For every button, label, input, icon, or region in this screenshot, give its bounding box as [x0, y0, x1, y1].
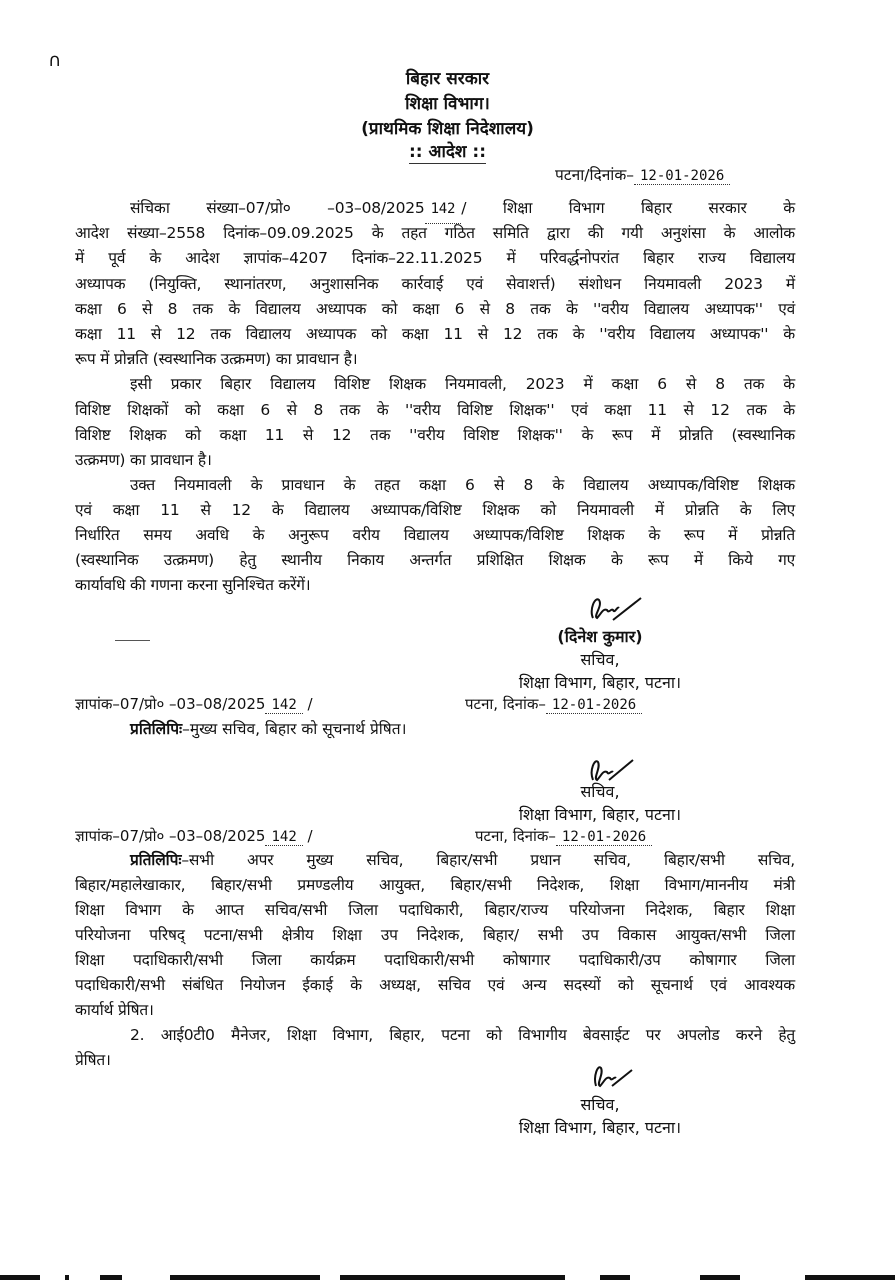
- copy-label: प्रतिलिपिः: [130, 720, 183, 738]
- memo-date-value: 12-01-2026: [546, 697, 642, 714]
- scan-artifact: [170, 1275, 320, 1280]
- para1-line: कक्षा 11 से 12 तक विद्यालय अध्यापक को कक्षा 11 से 12 तक के ''वरीय विद्यालय अध्यापक'' के: [75, 325, 795, 343]
- signatory-designation: सचिव,: [580, 650, 620, 669]
- memo-reference: ज्ञापांक–07/प्रो० –03–08/2025 142 /: [75, 827, 313, 845]
- para2-line: विशिष्ट शिक्षकों को कक्षा 6 से 8 तक के ''वरीय विशिष्ट शिक्षक'' एवं कक्षा 11 से 12 तक के: [75, 401, 795, 419]
- para2-line: इसी प्रकार बिहार विद्यालय विशिष्ट शिक्षक नियमावली, 2023 में कक्षा 6 से 8 तक के: [130, 375, 795, 393]
- memo-date: पटना, दिनांक– 12-01-2026: [475, 826, 652, 846]
- scan-artifact: [600, 1275, 630, 1280]
- date-value: 12-01-2026: [634, 168, 730, 185]
- memo-reference: ज्ञापांक–07/प्रो० –03–08/2025 142 /: [75, 695, 313, 713]
- signatory-office: शिक्षा विभाग, बिहार, पटना।: [518, 673, 682, 692]
- para3-line: (स्वस्थानिक उत्क्रमण) हेतु स्थानीय निकाय अन्तर्गत प्रशिक्षित शिक्षक के रूप में किये गए: [75, 551, 795, 569]
- para2-line: विशिष्ट शिक्षक को कक्षा 11 से 12 तक ''वरीय विशिष्ट शिक्षक'' के रूप में प्रोन्नति (स्वस्थानिक: [75, 426, 795, 444]
- copy-list-line: प्रतिलिपिः–सभी अपर मुख्य सचिव, बिहार/सभी प्रधान सचिव, बिहार/सभी सचिव,: [130, 851, 795, 869]
- order-date: [555, 163, 730, 185]
- para3-line: एवं कक्षा 11 से 12 के विद्यालय अध्यापक/विशिष्ट शिक्षक को नियमावली में प्रोन्नति के लिए: [75, 501, 795, 519]
- para3-line: उक्त नियमावली के प्रावधान के तहत कक्षा 6 से 8 के विद्यालय अध्यापक/विशिष्ट शिक्षक: [130, 476, 795, 494]
- copy-list-line: कार्यार्थ प्रेषित।: [75, 1001, 154, 1019]
- copy-list-line: बिहार/महालेखाकार, बिहार/सभी प्रमण्डलीय आयुक्त, बिहार/सभी निदेशक, शिक्षा विभाग/माननीय मंत्री: [75, 876, 795, 894]
- para3-line: निर्धारित समय अवधि के अनुरूप वरीय विद्यालय अध्यापक/विशिष्ट शिक्षक के रूप में प्रोन्नति: [75, 526, 795, 544]
- signatory-office: शिक्षा विभाग, बिहार, पटना।: [518, 1118, 682, 1137]
- para1-line: में पूर्व के आदेश ज्ञापांक–4207 दिनांक–22.11.2025 में परिवर्द्धनोपरांत बिहार राज्य विद्यालय: [75, 249, 795, 267]
- para1-line: कक्षा 6 से 8 तक के विद्यालय अध्यापक को कक्षा 6 से 8 तक के ''वरीय विद्यालय अध्यापक'' एवं: [75, 300, 795, 318]
- para1-line: अध्यापक (नियुक्ति, स्थानांतरण, अनुशासनिक कार्रवाई एवं सेवाशर्त्त) संशोधन नियमावली 2023 में: [75, 275, 795, 293]
- memo-number: 142: [265, 829, 302, 846]
- memo-number: 142: [265, 697, 302, 714]
- copy-list-line: परियोजना परिषद् पटना/सभी क्षेत्रीय शिक्षा उप निदेशक, बिहार/ सभी उप विकास आयुक्त/सभी जिला: [75, 926, 795, 944]
- signatory-office: शिक्षा विभाग, बिहार, पटना।: [518, 805, 682, 824]
- copy-label: प्रतिलिपिः: [130, 851, 182, 869]
- file-number: 142: [425, 196, 462, 224]
- copy-to-chief-secretary: प्रतिलिपिः–मुख्य सचिव, बिहार को सूचनार्थ प्रेषित।: [130, 720, 407, 738]
- copy-list-line: शिक्षा विभाग के आप्त सचिव/सभी जिला पदाधिकारी, बिहार/राज्य परियोजना निदेशक, बिहार शिक्षा: [75, 901, 795, 919]
- scan-artifact: [700, 1275, 740, 1280]
- it-manager-line: प्रेषित।: [75, 1051, 111, 1069]
- department-name: शिक्षा विभाग।: [405, 94, 490, 114]
- signature-image: [590, 1058, 635, 1090]
- memo-date: पटना, दिनांक– 12-01-2026: [465, 694, 642, 714]
- it-manager-line: 2. आई0टी0 मैनेजर, शिक्षा विभाग, बिहार, पटना को विभागीय बेवसाईट पर अपलोड करने हेतु: [130, 1026, 795, 1044]
- copy-list-line: पदाधिकारी/सभी संबंधित नियोजन ईकाई के अध्यक्ष, सचिव एवं अन्य सदस्यों को सूचनार्थ एवं आवश्यक: [75, 976, 795, 994]
- para1-line: रूप में प्रोन्नति (स्वस्थानिक उत्क्रमण) का प्रावधान है।: [75, 350, 358, 368]
- govt-name: बिहार सरकार: [405, 69, 490, 89]
- copy-list-line: शिक्षा पदाधिकारी/सभी जिला कार्यक्रम पदाधिकारी/सभी कोषागार पदाधिकारी/उप कोषागार जिला: [75, 951, 795, 969]
- stray-mark: [115, 640, 150, 641]
- para2-line: उत्क्रमण) का प्रावधान है।: [75, 451, 212, 469]
- scan-artifact: [805, 1275, 895, 1280]
- order-title: :: आदेश ::: [409, 142, 486, 162]
- directorate-name: (प्राथमिक शिक्षा निदेशालय): [361, 119, 534, 139]
- memo-date-value: 12-01-2026: [556, 829, 652, 846]
- scan-artifact: [65, 1275, 69, 1280]
- para1-line: संचिका संख्या–07/प्रो० –03–08/2025 142 / शिक्षा विभाग बिहार सरकार के: [130, 195, 795, 224]
- scan-artifact: [100, 1275, 122, 1280]
- corner-mark: ∩: [48, 50, 62, 71]
- signature-image: [585, 588, 645, 623]
- para3-line: कार्यावधि की गणना करना सुनिश्चित करेंगें।: [75, 576, 311, 594]
- scan-artifact: [0, 1275, 40, 1280]
- date-label: पटना/दिनांक–: [555, 166, 634, 184]
- signatory-designation: सचिव,: [580, 782, 620, 801]
- signatory-designation: सचिव,: [580, 1095, 620, 1114]
- para1-line: आदेश संख्या–2558 दिनांक–09.09.2025 के तहत गठित समिति द्वारा की गयी अनुशंसा के आलोक: [75, 224, 795, 242]
- scan-artifact: [340, 1275, 565, 1280]
- signatory-name: (दिनेश कुमार): [557, 627, 643, 646]
